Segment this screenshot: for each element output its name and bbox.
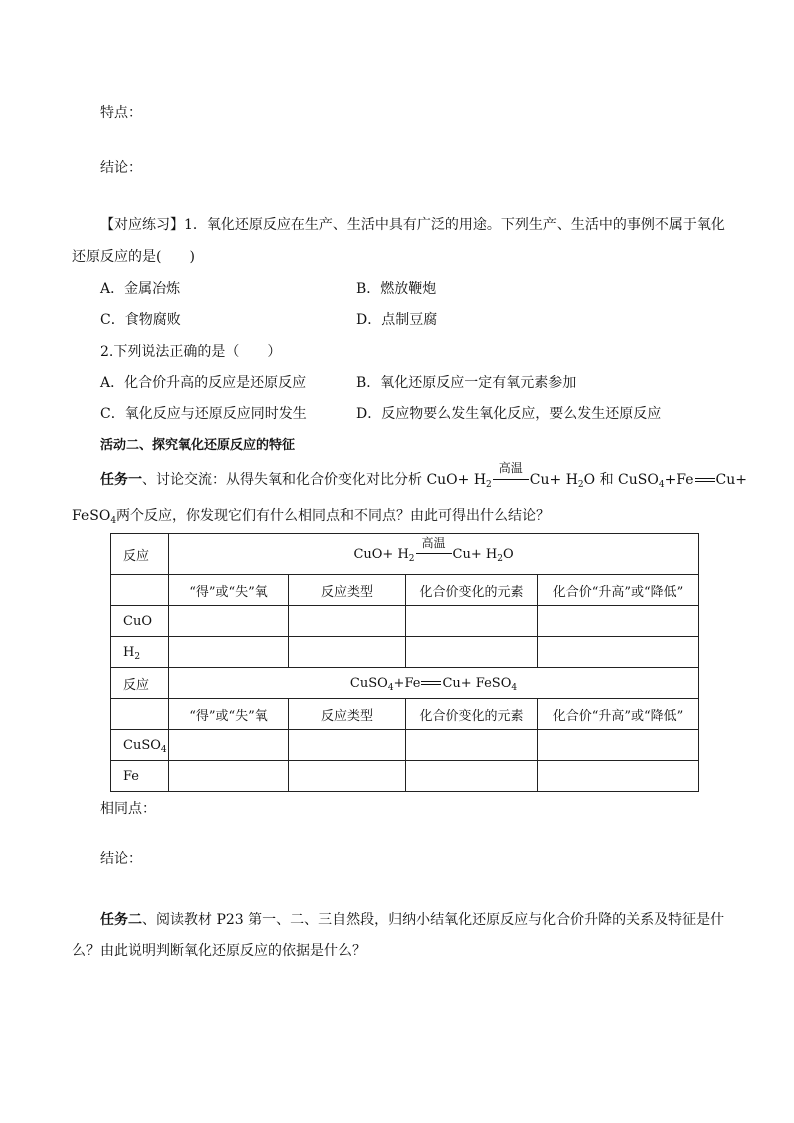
equation-text: CuSO	[349, 676, 388, 691]
answer-cell[interactable]	[169, 761, 289, 792]
table-header-row	[111, 575, 699, 606]
double-equals-sign	[420, 675, 442, 691]
equation-text: CuO+ H	[353, 547, 409, 562]
header-gain-loss-oxygen: “得”或“失”氧	[169, 575, 289, 606]
practice-q1-line1	[100, 217, 725, 233]
answer-cell[interactable]	[169, 637, 289, 668]
comparison-table	[110, 533, 699, 792]
header-element-valence-change: 化合价变化的元素	[406, 699, 538, 730]
task1-text-e: Cu+	[715, 472, 747, 488]
practice-q1-line2: 还原反应的是( )	[72, 249, 195, 265]
q1-option-b: B．燃放鞭炮	[356, 281, 437, 297]
answer-cell[interactable]	[538, 606, 699, 637]
table-row	[111, 637, 699, 668]
table-row	[111, 730, 699, 761]
reaction-label-cell: 反应	[111, 534, 169, 575]
task1-text-a: 、讨论交流：从得失氧和化合价变化对比分析 CuO+ H	[142, 472, 487, 488]
answer-cell[interactable]	[406, 637, 538, 668]
equation-text: Cu+ H	[452, 547, 498, 562]
row-label-text: Fe	[123, 768, 140, 784]
equation-sub: 4	[511, 683, 518, 693]
q1-text: 1．氧化还原反应在生产、生活中具有广泛的用途。下列生产、生活中的事例不属于氧化	[184, 217, 725, 233]
answer-cell[interactable]	[538, 637, 699, 668]
table-row	[111, 668, 699, 699]
equation-sub: 2	[497, 554, 503, 564]
double-equals-sign	[694, 472, 716, 488]
header-valence-up-down: 化合价“升高”或“降低”	[538, 575, 699, 606]
task1-sub: 4	[110, 516, 117, 526]
practice-tag: 【对应练习】	[100, 217, 184, 233]
row-label-text: H	[123, 644, 135, 660]
conclusion-label: 结论：	[100, 851, 142, 867]
header-reaction-type: 反应类型	[289, 575, 406, 606]
equation2-cell	[169, 668, 699, 699]
answer-cell[interactable]	[289, 606, 406, 637]
task2-tag: 任务二	[100, 912, 142, 928]
row-label-sub: 4	[160, 744, 167, 755]
row-label-cuo	[111, 606, 169, 637]
empty-cell	[111, 575, 169, 606]
q2-option-a: A．化合价升高的反应是还原反应	[100, 375, 307, 391]
equation-sub: 4	[387, 683, 394, 693]
equation-sub: 2	[408, 554, 415, 564]
reaction-condition: 高温	[498, 461, 523, 475]
reaction-arrow	[492, 461, 530, 488]
q1-option-a: A．金属冶炼	[100, 281, 181, 297]
task1-sub: 2	[486, 480, 492, 490]
equation1-cell	[169, 534, 699, 575]
table-row	[111, 761, 699, 792]
task2-line1	[100, 912, 724, 928]
task1-line2	[72, 508, 550, 524]
table-header-row	[111, 699, 699, 730]
row-label-text: CuO	[123, 613, 152, 629]
q1-option-d: D．点制豆腐	[356, 312, 438, 328]
activity2-title: 活动二、探究氧化还原反应的特征	[100, 438, 296, 453]
task1-text-b: Cu+ H	[529, 472, 578, 488]
features-label: 特点：	[100, 105, 142, 121]
answer-cell[interactable]	[169, 606, 289, 637]
row-label-cuso4	[111, 730, 169, 761]
task1-sub: 4	[658, 480, 665, 490]
task1-text: 两个反应，你发现它们有什么相同点和不同点？由此可得出什么结论？	[116, 508, 551, 524]
answer-cell[interactable]	[406, 606, 538, 637]
reaction-label-cell: 反应	[111, 668, 169, 699]
reaction-arrow	[415, 536, 453, 562]
answer-cell[interactable]	[289, 730, 406, 761]
header-element-valence-change: 化合价变化的元素	[406, 575, 538, 606]
table-row	[111, 534, 699, 575]
equation-text: Cu+ FeSO	[442, 676, 512, 691]
q2-option-b: B．氧化还原反应一定有氧元素参加	[356, 375, 577, 391]
header-reaction-type: 反应类型	[289, 699, 406, 730]
empty-cell	[111, 699, 169, 730]
row-label-fe	[111, 761, 169, 792]
row-label-h2	[111, 637, 169, 668]
table-row	[111, 606, 699, 637]
conclusion-label: 结论：	[100, 160, 142, 176]
task1-text-c: O 和 CuSO	[583, 472, 659, 488]
row-label-text: CuSO	[123, 737, 161, 753]
equation-text: +Fe	[393, 676, 421, 691]
task1-tag: 任务一	[100, 472, 142, 488]
q2-option-d: D．反应物要么发生氧化反应，要么发生还原反应	[356, 406, 662, 422]
task1-text: FeSO	[72, 508, 111, 524]
task2-text: 、阅读教材 P23 第一、二、三自然段，归纳小结氧化还原反应与化合价升降的关系及特征是什	[142, 912, 725, 928]
same-points-label: 相同点：	[100, 801, 156, 817]
equation-text: O	[502, 547, 514, 562]
q2-option-c: C．氧化反应与还原反应同时发生	[100, 406, 307, 422]
task1-text-d: +Fe	[664, 472, 694, 488]
task1-sub: 2	[577, 480, 584, 490]
header-gain-loss-oxygen: “得”或“失”氧	[169, 699, 289, 730]
q1-option-c: C．食物腐败	[100, 312, 181, 328]
task1-line1	[100, 461, 747, 490]
answer-cell[interactable]	[538, 730, 699, 761]
task2-line2: 么？由此说明判断氧化还原反应的依据是什么？	[72, 943, 366, 959]
q2-stem: 2.下列说法正确的是（ ）	[100, 344, 282, 360]
answer-cell[interactable]	[289, 761, 406, 792]
answer-cell[interactable]	[169, 730, 289, 761]
row-label-sub: 2	[134, 651, 141, 662]
answer-cell[interactable]	[538, 761, 699, 792]
header-valence-up-down: 化合价“升高”或“降低”	[538, 699, 699, 730]
answer-cell[interactable]	[289, 637, 406, 668]
reaction-condition: 高温	[421, 536, 446, 550]
answer-cell[interactable]	[406, 730, 538, 761]
answer-cell[interactable]	[406, 761, 538, 792]
